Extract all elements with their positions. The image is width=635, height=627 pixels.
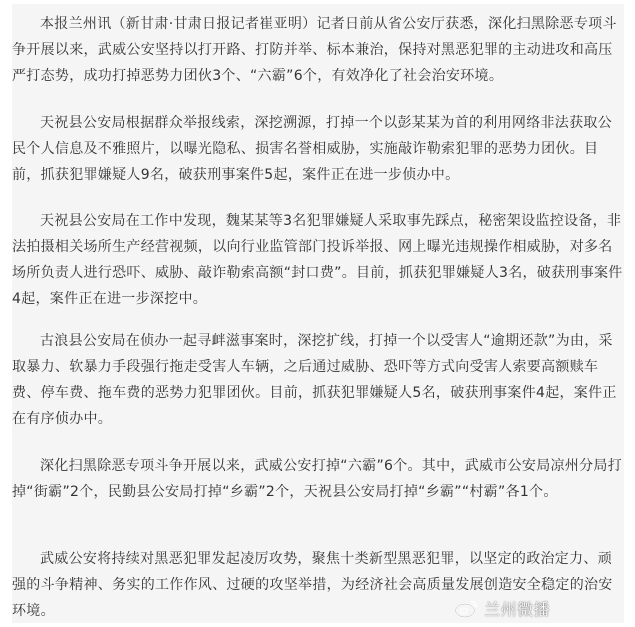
- page-margin: [624, 0, 635, 627]
- weibo-icon: [454, 598, 480, 618]
- watermark-text: 兰州微播: [484, 599, 551, 619]
- paragraph-6: 武威公安将持续对黑恶犯罪发起凌厉攻势，聚焦十类新型黑恶犯罪，以坚定的政治定力、顽强的斗争精神、务实的工作作风、过硬的攻坚举措，为经济社会高质量发展创造安全稳定的治安环境。: [12, 551, 613, 619]
- paragraph-2: 天祝县公安局根据群众举报线索，深挖溯源，打掉一个以彭某某为首的利用网络非法获取公民个人信息及不雅照片，以曝光隐私、损害名誉相威胁，实施敲诈勒索犯罪的恶势力团伙。目前，抓获犯罪嫌疑人9名，破获刑事案件5起，案件正在进一步侦办中。: [12, 115, 612, 183]
- paragraph-3: 天祝县公安局在工作中发现，魏某某等3名犯罪嫌疑人采取事先踩点，秘密架设监控设备，非法拍摄相关场所生产经营视频，以向行业监管部门投诉举报、网上曝光违规操作相威胁，对多名场所负责人进行恐吓、威胁、敲诈勒索高额“封口费”。目前，抓获犯罪嫌疑人3名，破获刑事案件4起，案件正在进一步深挖中。: [12, 213, 623, 307]
- paragraph-4: 古浪县公安局在侦办一起寻衅滋事案时，深挖扩线，打掉一个以受害人“逾期还款”为由，采取暴力、软暴力手段强行拖走受害人车辆，之后通过威胁、恐吓等方式向受害人索要高额赎车费、停车费、拖车费的恶势力犯罪团伙。目前，抓获犯罪嫌疑人5名，破获刑事案件4起，案件正在有序侦办中。: [12, 333, 617, 427]
- article-body: [12, 4, 624, 623]
- watermark: [454, 597, 550, 619]
- paragraph-1: 本报兰州讯（新甘肃·甘肃日报记者崔亚明）记者日前从省公安厅获悉，深化扫黑除恶专项斗争开展以来，武威公安坚持以打开路、打防并举、标本兼治，保持对黑恶犯罪的主动进攻和高压严打态势，成功打掉恶势力团伙3个、“六霸”6个，有效净化了社会治安环境。: [12, 16, 617, 84]
- paragraph-5: 深化扫黑除恶专项斗争开展以来，武威公安打掉“六霸”6个。其中，武威市公安局凉州分局打掉“街霸”2个，民勤县公安局打掉“乡霸”2个，天祝县公安局打掉“乡霸”“村霸”各1个。: [12, 458, 623, 500]
